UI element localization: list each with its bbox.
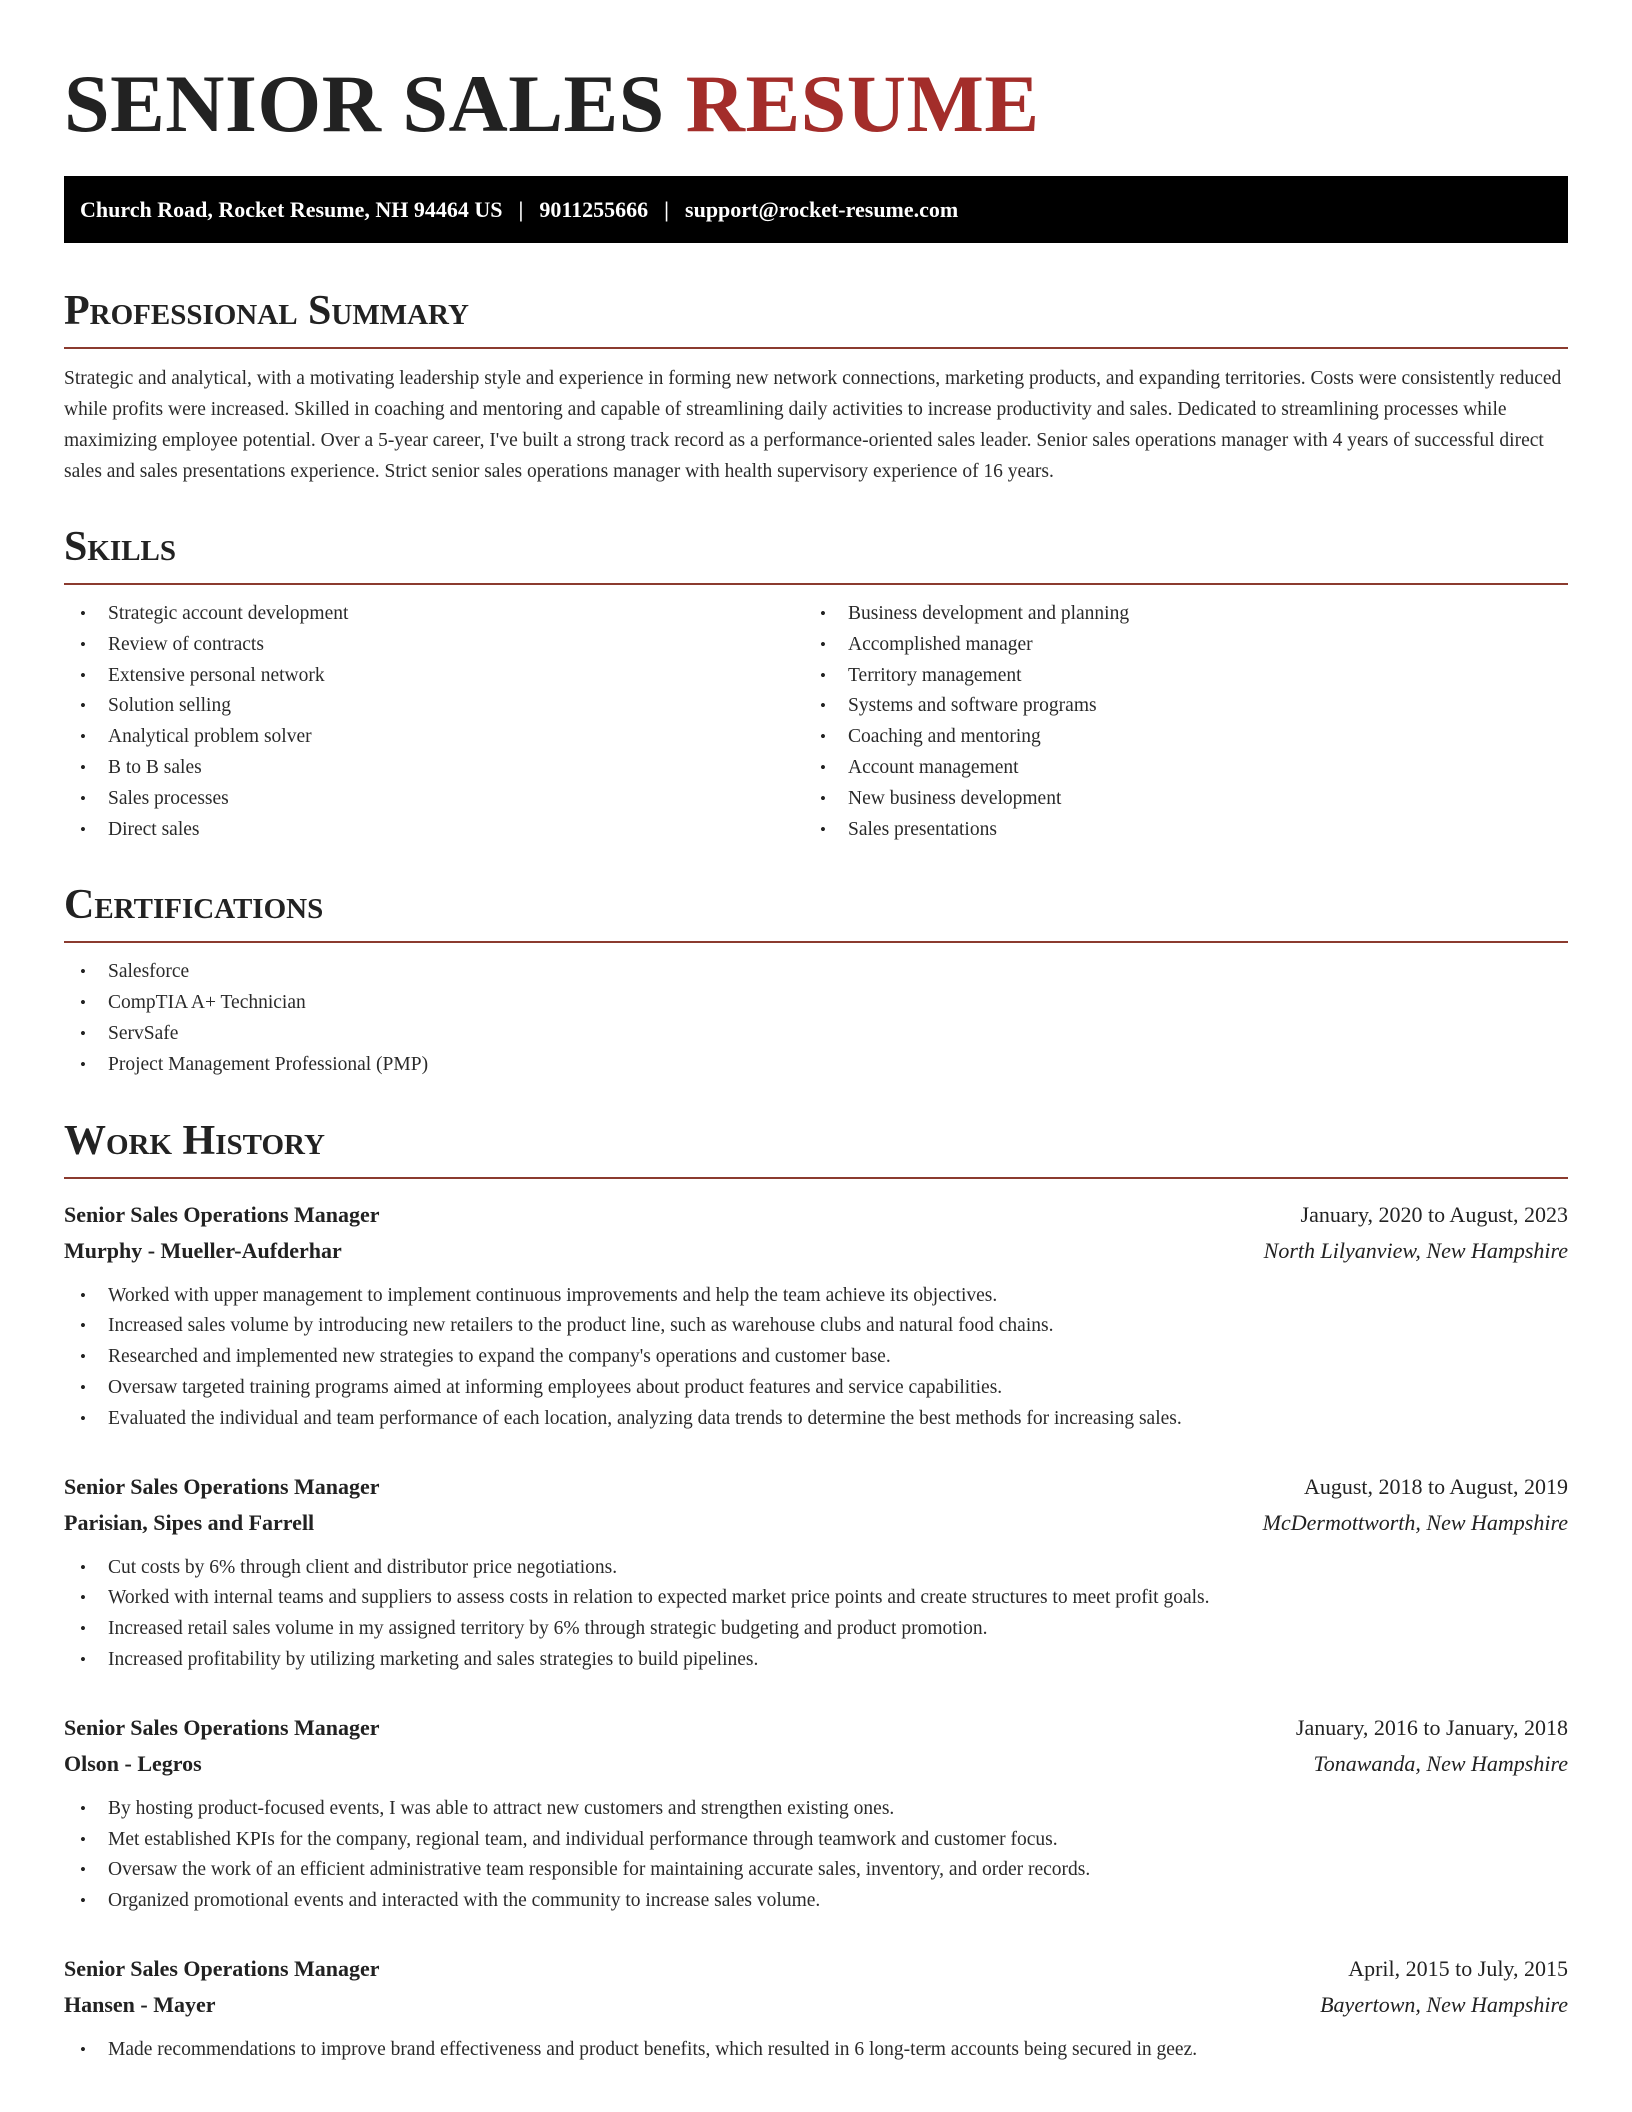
job-bullets [64,1281,1568,1435]
job-company: Olson - Legros [64,1750,202,1776]
job-bullet: • Researched and implemented new strategies to expand the company's operations and customer base. [64,1342,1568,1373]
skills-list-left [64,599,804,845]
skills-section [64,523,1568,845]
job-bullet: • Worked with upper management to implement continuous improvements and help the team achieve its objectives. [64,1281,1568,1312]
section-heading: Skills [64,523,1568,585]
job-header-row [64,1197,1568,1233]
job-company: Hansen - Mayer [64,1991,216,2017]
skill-item: • Systems and software programs [804,691,1544,722]
skill-item: • Strategic account development [64,599,804,630]
certifications-section [64,881,1568,1080]
skill-item: • Sales presentations [804,815,1544,846]
job-header-row [64,1951,1568,1987]
skills-list-right [804,599,1544,845]
job-dates: January, 2020 to August, 2023 [1300,1201,1568,1227]
summary-text: Strategic and analytical, with a motivating leadership style and experience in forming new network connections, marketing products, and expanding territories. Costs were consistently reduced while profits were increased. Skilled in coaching and mentoring and capable of streamlining daily activities to increase productivity and sales. Dedicated to streamlining processes while maximizing employee potential. Over a 5-year career, I've built a strong track record as a performance-oriented sales leader. Senior sales operations manager with 4 years of successful direct sales and sales presentations experience. Strict senior sales operations manager with health supervisory experience of 16 years. [64,368,1562,482]
job-location: Bayertown, New Hampshire [1320,1991,1568,2017]
job-bullet: • Cut costs by 6% through client and distributor price negotiations. [64,1553,1568,1584]
job-location: McDermottworth, New Hampshire [1262,1509,1568,1535]
job-company-row [64,1505,1568,1541]
job-title: Senior Sales Operations Manager [64,1201,380,1227]
skill-item: • Extensive personal network [64,661,804,692]
job-company-row [64,1987,1568,2023]
job-location: North Lilyanview, New Hampshire [1263,1237,1568,1263]
certification-item: • CompTIA A+ Technician [64,988,1568,1019]
job-bullet: • Increased retail sales volume in my assigned territory by 6% through strategic budgeting and product promotion. [64,1614,1568,1645]
skills-grid [64,599,1568,845]
title-accent: RESUME [685,58,1040,149]
title-main: SENIOR SALES [64,58,665,149]
job-company: Murphy - Mueller-Aufderhar [64,1237,342,1263]
job-header-row [64,1469,1568,1505]
contact-separator: | [664,196,670,222]
skill-item: • B to B sales [64,753,804,784]
job-company: Parisian, Sipes and Farrell [64,1509,315,1535]
work-history-section [64,1117,1568,2066]
job-bullet: • Increased profitability by utilizing marketing and sales strategies to build pipelines. [64,1645,1568,1676]
skill-item: • Account management [804,753,1544,784]
job-bullet: • Oversaw the work of an efficient administrative team responsible for maintaining accurate sales, inventory, and order records. [64,1855,1568,1886]
job-bullet: • Made recommendations to improve brand effectiveness and product benefits, which resulted in 6 long-term accounts being secured in geez. [64,2035,1568,2066]
job-bullet: • Oversaw targeted training programs aimed at informing employees about product features and service capabilities. [64,1373,1568,1404]
skill-item: • New business development [804,784,1544,815]
skill-item: • Accomplished manager [804,630,1544,661]
job-bullets [64,1794,1568,1917]
job-bullet: • Evaluated the individual and team performance of each location, analyzing data trends to determine the best methods for increasing sales. [64,1404,1568,1435]
job-bullet: • Organized promotional events and interacted with the community to increase sales volume. [64,1886,1568,1917]
job-location: Tonawanda, New Hampshire [1313,1750,1568,1776]
professional-summary-section [64,287,1568,487]
job-bullet: • By hosting product-focused events, I was able to attract new customers and strengthen existing ones. [64,1794,1568,1825]
job-bullet: • Met established KPIs for the company, regional team, and individual performance through teamwork and customer focus. [64,1825,1568,1856]
job-bullet: • Worked with internal teams and suppliers to assess costs in relation to expected market price points and create structures to meet profit goals. [64,1583,1568,1614]
certification-item: • Project Management Professional (PMP) [64,1050,1568,1081]
job-title: Senior Sales Operations Manager [64,1955,380,1981]
job-dates: January, 2016 to January, 2018 [1295,1714,1568,1740]
job-entry [64,1951,1568,2066]
section-heading: Certifications [64,881,1568,943]
job-title: Senior Sales Operations Manager [64,1714,380,1740]
job-title: Senior Sales Operations Manager [64,1473,380,1499]
certification-item: • ServSafe [64,1019,1568,1050]
job-header-row [64,1710,1568,1746]
job-entry [64,1710,1568,1917]
skill-item: • Review of contracts [64,630,804,661]
job-bullet: • Increased sales volume by introducing new retailers to the product line, such as warehouse clubs and natural food chains. [64,1311,1568,1342]
resume-title [64,0,1568,152]
contact-phone: 9011255666 [539,196,649,222]
skill-item: • Business development and planning [804,599,1544,630]
skill-item: • Analytical problem solver [64,722,804,753]
contact-bar [64,176,1568,243]
section-heading: Work History [64,1117,1568,1179]
job-bullets [64,2035,1568,2066]
certifications-list [64,957,1568,1080]
job-entry [64,1197,1568,1435]
section-heading: Professional Summary [64,287,1568,349]
job-company-row [64,1233,1568,1269]
job-company-row [64,1746,1568,1782]
skill-item: • Coaching and mentoring [804,722,1544,753]
contact-separator: | [518,196,524,222]
certification-item: • Salesforce [64,957,1568,988]
job-dates: April, 2015 to July, 2015 [1348,1955,1568,1981]
skill-item: • Sales processes [64,784,804,815]
job-bullets [64,1553,1568,1676]
skill-item: • Direct sales [64,815,804,846]
contact-email: support@rocket-resume.com [685,196,959,222]
job-entry [64,1469,1568,1676]
job-dates: August, 2018 to August, 2019 [1303,1473,1568,1499]
contact-address: Church Road, Rocket Resume, NH 94464 US [80,196,503,222]
skill-item: • Territory management [804,661,1544,692]
skill-item: • Solution selling [64,691,804,722]
